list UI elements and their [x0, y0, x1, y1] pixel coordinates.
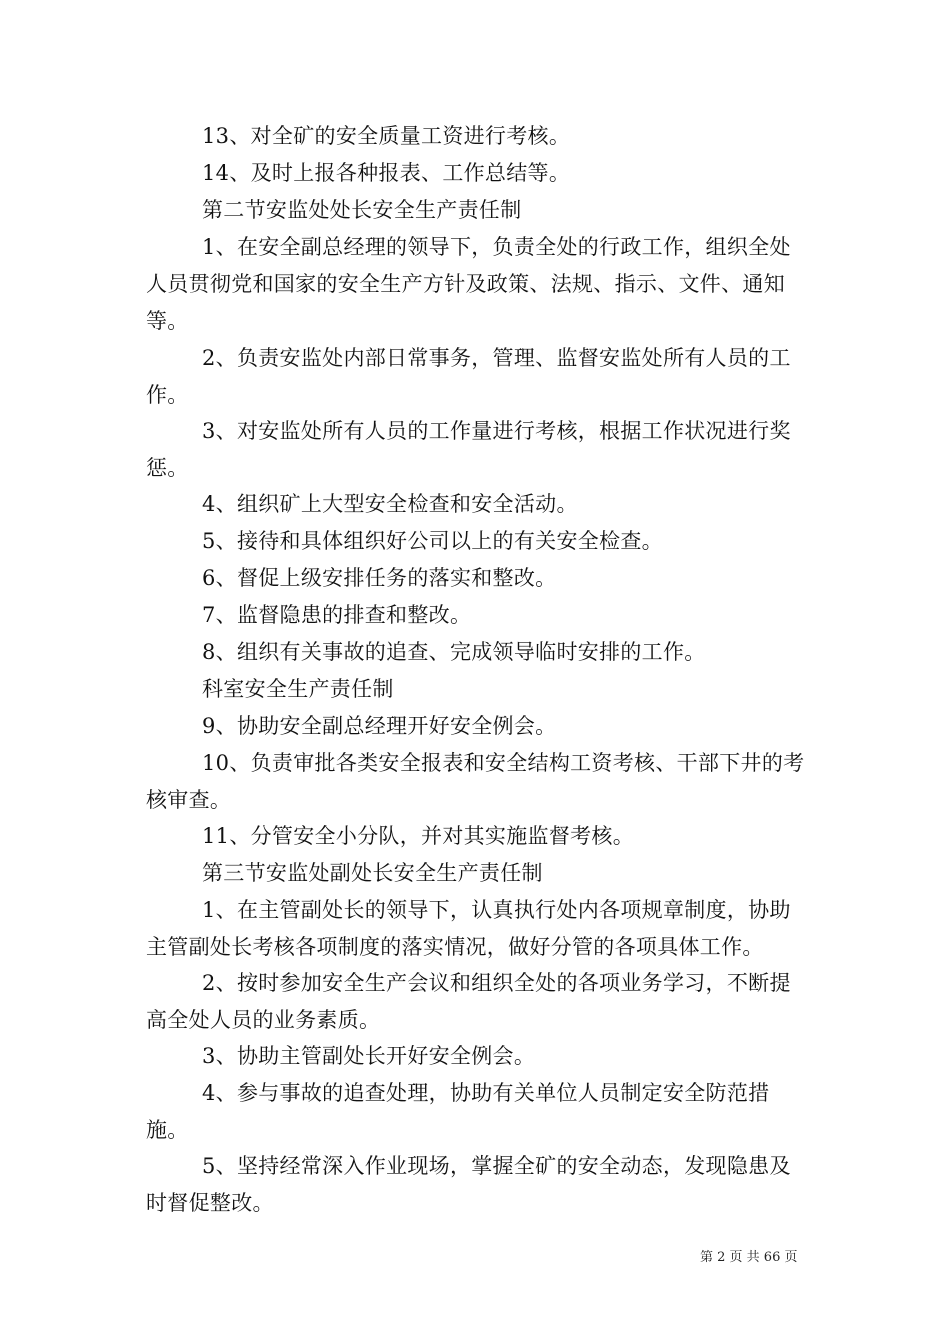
paragraph-item-7: 7、监督隐患的排查和整改。	[202, 603, 472, 627]
paragraph-item-8: 8、组织有关事故的追查、完成领导临时安排的工作。	[202, 640, 706, 664]
paragraph-item-5b: 5、坚持经常深入作业现场，掌握全矿的安全动态，发现隐患及时督促整改。	[146, 1154, 791, 1215]
paragraph-item-9: 9、协助安全副总经理开好安全例会。	[202, 714, 557, 738]
paragraph-item-4: 4、组织矿上大型安全检查和安全活动。	[202, 492, 578, 516]
paragraph-item-14: 14、及时上报各种报表、工作总结等。	[202, 161, 571, 185]
paragraph-item-13: 13、对全矿的安全质量工资进行考核。	[202, 124, 571, 148]
paragraph-item-4b: 4、参与事故的追查处理，协助有关单位人员制定安全防范措施。	[146, 1081, 770, 1142]
paragraph-item-2: 2、负责安监处内部日常事务，管理、监督安监处所有人员的工作。	[146, 346, 791, 407]
page-number: 第 2 页 共 66 页	[700, 1250, 798, 1265]
section-heading-2: 第二节安监处处长安全生产责任制	[202, 198, 522, 222]
paragraph-item-1b: 1、在主管副处长的领导下，认真执行处内各项规章制度，协助主管副处长考核各项制度的落实情况，做好分管的各项具体工作。	[146, 898, 791, 959]
paragraph-item-2b: 2、按时参加安全生产会议和组织全处的各项业务学习，不断提高全处人员的业务素质。	[146, 971, 791, 1032]
paragraph-item-10: 10、负责审批各类安全报表和安全结构工资考核、干部下井的考核审查。	[146, 751, 805, 812]
paragraph-item-11: 11、分管安全小分队，并对其实施监督考核。	[202, 824, 635, 848]
paragraph-item-1: 1、在安全副总经理的领导下，负责全处的行政工作，组织全处人员贯彻党和国家的安全生产方针及政策、法规、指示、文件、通知等。	[146, 235, 791, 333]
paragraph-item-3: 3、对安监处所有人员的工作量进行考核，根据工作状况进行奖惩。	[146, 419, 791, 480]
paragraph-item-6: 6、督促上级安排任务的落实和整改。	[202, 566, 557, 590]
section-heading-3: 第三节安监处副处长安全生产责任制	[202, 861, 543, 885]
paragraph-item-3b: 3、协助主管副处长开好安全例会。	[202, 1044, 536, 1068]
paragraph-item-5: 5、接待和具体组织好公司以上的有关安全检查。	[202, 529, 663, 553]
section-heading-office: 科室安全生产责任制	[202, 677, 394, 701]
